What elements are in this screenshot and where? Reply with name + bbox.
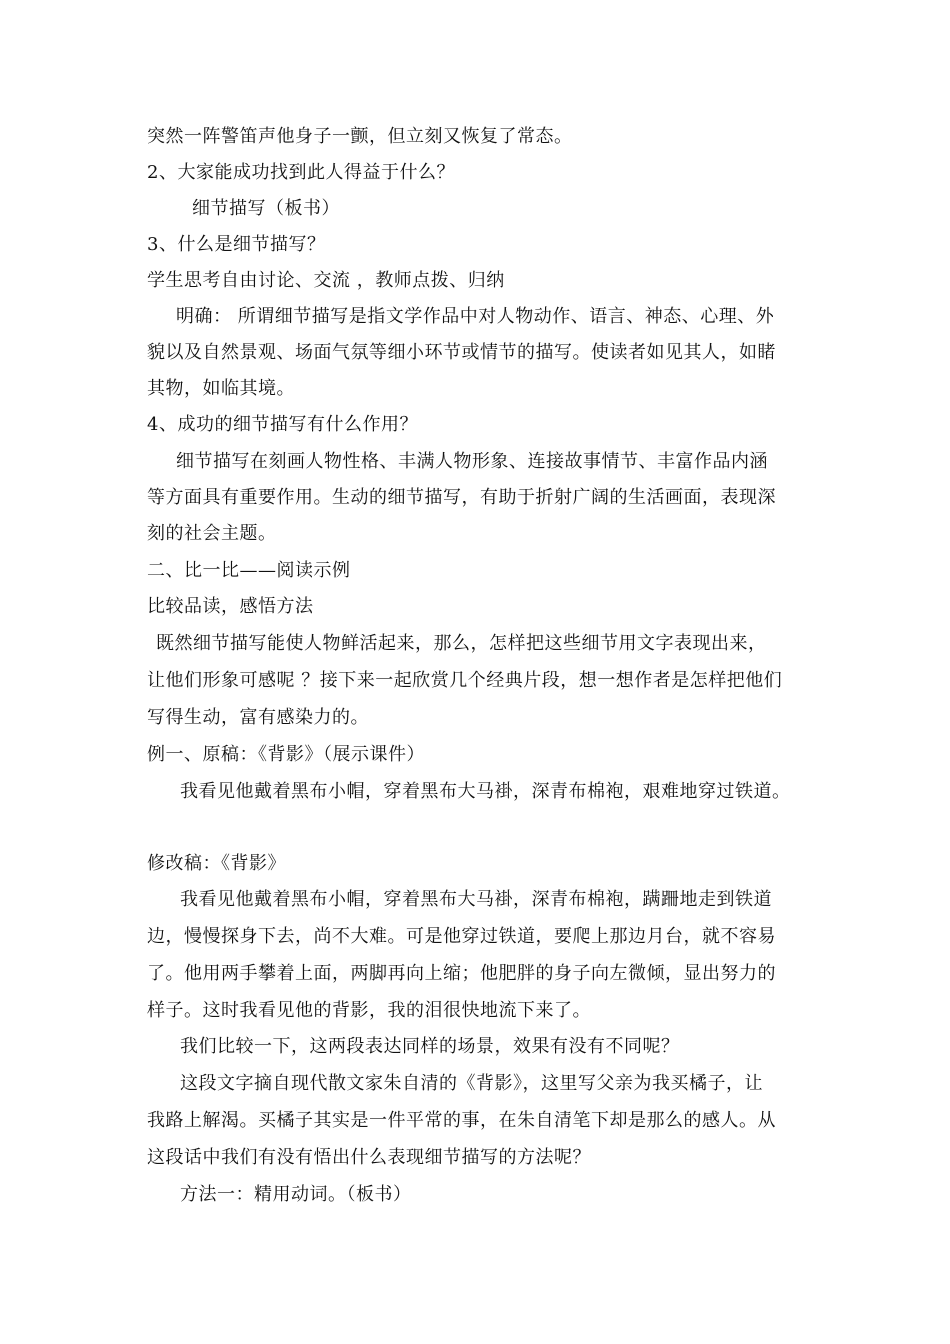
text-line: 其物，如临其境。 bbox=[147, 378, 295, 399]
text-line: 我看见他戴着黑布小帽，穿着黑布大马褂，深青布棉袍，艰难地穿过铁道。 bbox=[180, 781, 791, 802]
text-line: 我们比较一下，这两段表达同样的场景，效果有没有不同呢？ bbox=[180, 1036, 680, 1057]
text-line: 既然细节描写能使人物鲜活起来，那么，怎样把这些细节用文字表现出来， bbox=[156, 633, 767, 654]
text-line: 等方面具有重要作用。生动的细节描写，有助于折射广阔的生活画面，表现深 bbox=[147, 487, 776, 508]
question-4: 4、成功的细节描写有什么作用？ bbox=[147, 414, 418, 435]
text-line: 我路上解渴。买橘子其实是一件平常的事，在朱自清笔下却是那么的感人。从 bbox=[147, 1110, 776, 1131]
text-line: 明确： 所谓细节描写是指文学作品中对人物动作、语言、神态、心理、外 bbox=[176, 306, 775, 327]
text-line: 样子。这时我看见他的背影，我的泪很快地流下来了。 bbox=[147, 1000, 591, 1021]
text-line: 写得生动，富有感染力的。 bbox=[147, 707, 369, 728]
text-line: 细节描写在刻画人物性格、丰满人物形象、连接故事情节、丰富作品内涵 bbox=[176, 451, 768, 472]
text-line: 学生思考自由讨论、交流 ，教师点拨、归纳 bbox=[147, 270, 505, 291]
text-line: 突然一阵警笛声他身子一颤，但立刻又恢复了常态。 bbox=[147, 126, 573, 147]
section-heading: 二、比一比——阅读示例 bbox=[147, 560, 351, 581]
question-3: 3、什么是细节描写？ bbox=[147, 234, 326, 255]
text-line: 我看见他戴着黑布小帽，穿着黑布大马褂，深青布棉袍，蹒跚地走到铁道 bbox=[180, 889, 772, 910]
text-line: 刻的社会主题。 bbox=[147, 523, 277, 544]
example-heading: 修改稿：《背影》 bbox=[147, 853, 286, 874]
text-line: 边，慢慢探身下去，尚不大难。可是他穿过铁道，要爬上那边月台，就不容易 bbox=[147, 926, 776, 947]
board-note: 细节描写（板书） bbox=[192, 198, 340, 219]
text-line: 貌以及自然景观、场面气氛等细小环节或情节的描写。使读者如见其人，如睹 bbox=[147, 342, 776, 363]
text-line: 了。他用两手攀着上面，两脚再向上缩；他肥胖的身子向左微倾，显出努力的 bbox=[147, 963, 776, 984]
text-line: 比较品读，感悟方法 bbox=[147, 596, 314, 617]
text-line: 让他们形象可感呢 ？接下来一起欣赏几个经典片段，想一想作者是怎样把他们 bbox=[147, 670, 783, 691]
text-line: 这段话中我们有没有悟出什么表现细节描写的方法呢？ bbox=[147, 1147, 591, 1168]
example-heading: 例一、原稿：《背影》（展示课件） bbox=[147, 744, 425, 765]
method-heading: 方法一：精用动词。（板书） bbox=[180, 1184, 412, 1205]
question-2: 2、大家能成功找到此人得益于什么？ bbox=[147, 162, 455, 183]
text-line: 这段文字摘自现代散文家朱自清的《背影》，这里写父亲为我买橘子，让 bbox=[180, 1073, 763, 1094]
